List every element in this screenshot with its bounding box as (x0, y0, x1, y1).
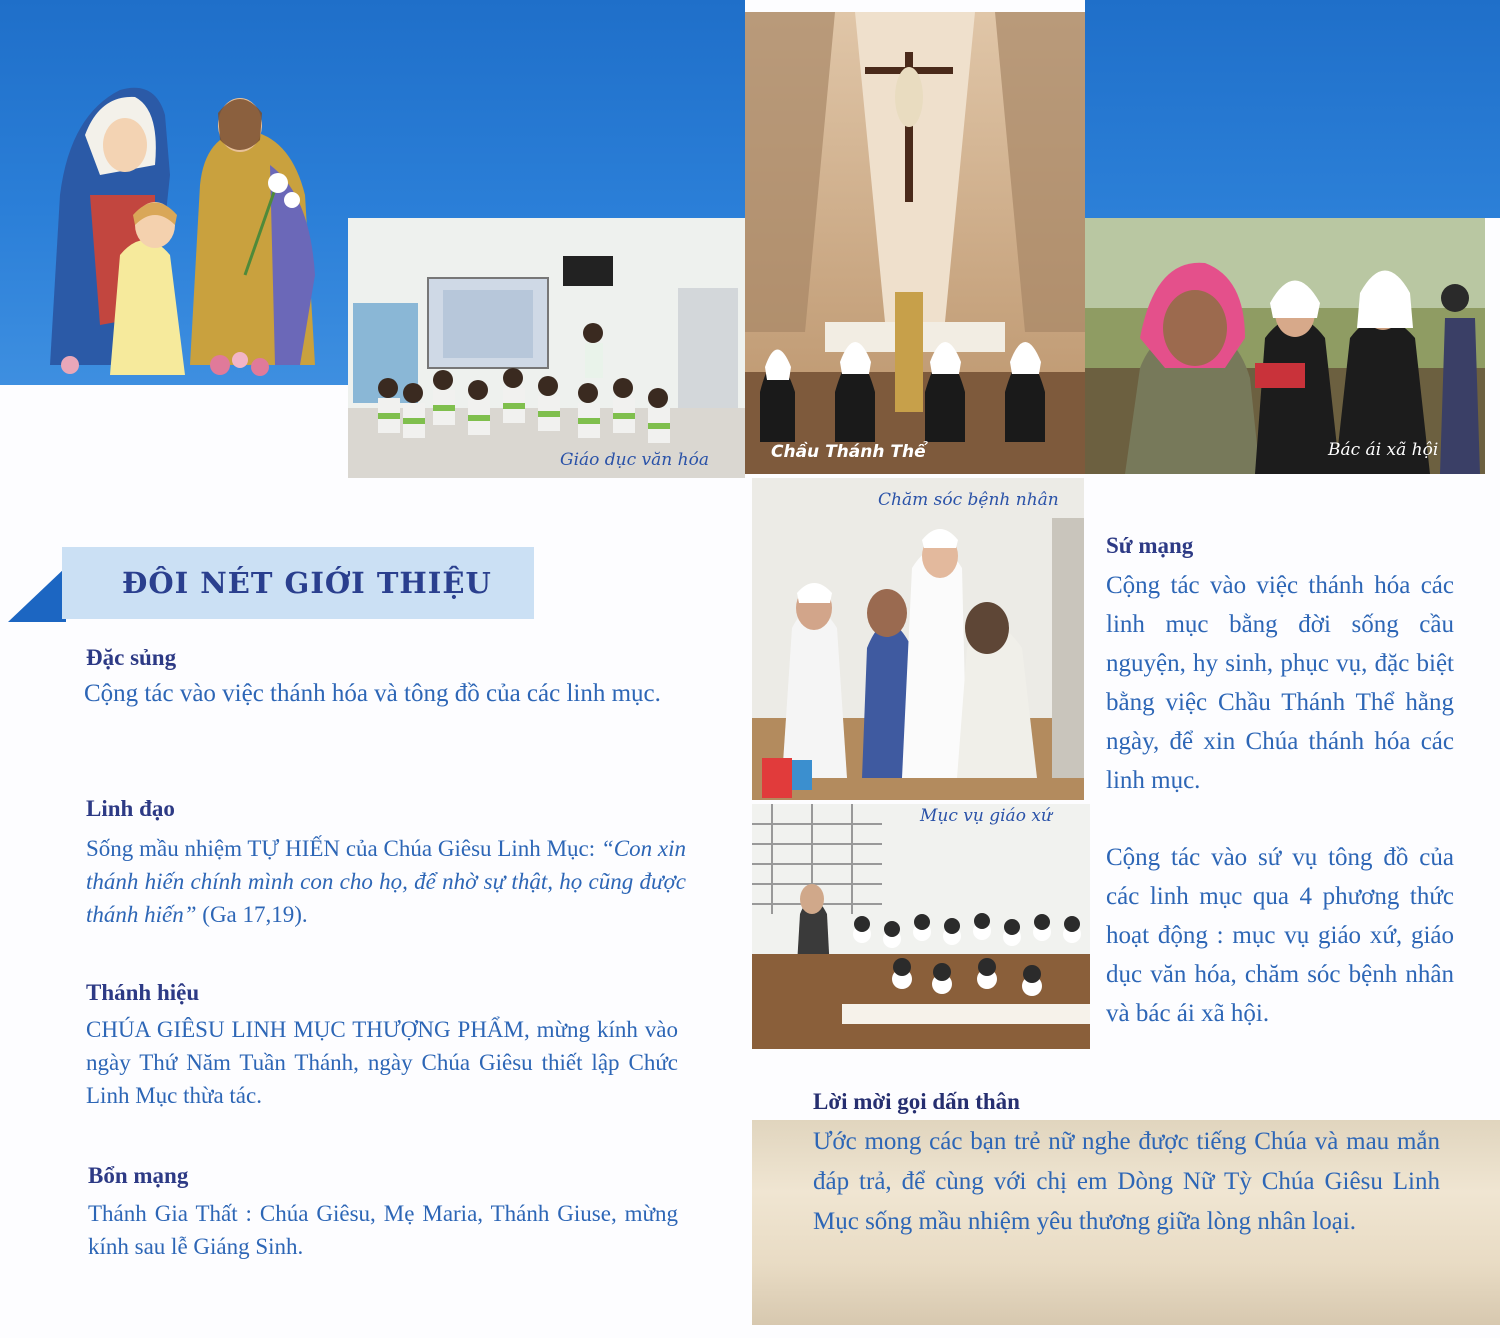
mission-heading: Sứ mạng (1106, 533, 1194, 558)
mission-text-1: Cộng tác vào việc thánh hóa các linh mục bằng đời sống cầu nguyện, hy sinh, phục vụ, đặc biệt bằng việc Chầu Thánh Thể hằng ngày, để xin Chúa thánh hóa các linh mục. (1106, 572, 1454, 794)
medical-care-photo (752, 478, 1084, 800)
intro-title: ĐÔI NÉT GIỚI THIỆU (122, 566, 492, 600)
charity-caption: Bác ái xã hội (1328, 440, 1439, 460)
invitation-text: Ước mong các bạn trẻ nữ nghe được tiếng Chúa và mau mắn đáp trả, để cùng với chị em Dòng Nữ Tỳ Chúa Giêsu Linh Mục sống mầu nhiệm yêu thương giữa lòng nhân loại. (813, 1128, 1440, 1235)
spirituality-line1: Sống mầu nhiệm TỰ HIẾN của Chúa Giêsu Linh Mục: (86, 836, 596, 861)
spirituality-quote: “Con xin thánh hiến chính mình con cho họ, để nhờ sự thật, họ cũng được thánh hiến” (86, 836, 687, 927)
classroom-photo (348, 218, 745, 478)
heading-tab-wedge (8, 567, 66, 622)
charism-text: Cộng tác vào việc thánh hóa và tông đồ của các linh mục. (84, 680, 661, 707)
chapel-caption: Chầu Thánh Thể (771, 442, 926, 462)
holy-family-illustration (30, 75, 320, 385)
medical-caption: Chăm sóc bệnh nhân (878, 490, 1059, 510)
spirituality-heading: Linh đạo (86, 796, 175, 821)
chapel-photo (745, 12, 1085, 474)
patron-heading: Bổn mạng (88, 1163, 189, 1188)
invitation-heading: Lời mời gọi dấn thân (813, 1089, 1020, 1114)
patron-text: Thánh Gia Thất : Chúa Giêsu, Mẹ Maria, Thánh Giuse, mừng kính sau lễ Giáng Sinh. (88, 1201, 678, 1259)
spirituality-text (86, 832, 686, 931)
spirituality-reference: (Ga 17,19). (196, 902, 308, 927)
charism-heading: Đặc sủng (86, 645, 177, 670)
parish-ministry-photo (752, 804, 1090, 1049)
mission-text-2: Cộng tác vào sứ vụ tông đồ của các linh mục qua 4 phương thức hoạt động : mục vụ giáo xứ, giáo dục văn hóa, chăm sóc bệnh nhân và bác ái xã hội. (1106, 844, 1454, 1027)
charity-photo (1085, 218, 1485, 474)
parish-caption: Mục vụ giáo xứ (920, 806, 1052, 826)
title-text: CHÚA GIÊSU LINH MỤC THƯỢNG PHẨM, mừng kính vào ngày Thứ Năm Tuần Thánh, ngày Chúa Giêsu thiết lập Chức Linh Mục thừa tác. (86, 1017, 678, 1108)
top-right-blue-band (1085, 0, 1500, 218)
title-heading: Thánh hiệu (86, 980, 200, 1005)
classroom-caption: Giáo dục văn hóa (560, 450, 709, 470)
